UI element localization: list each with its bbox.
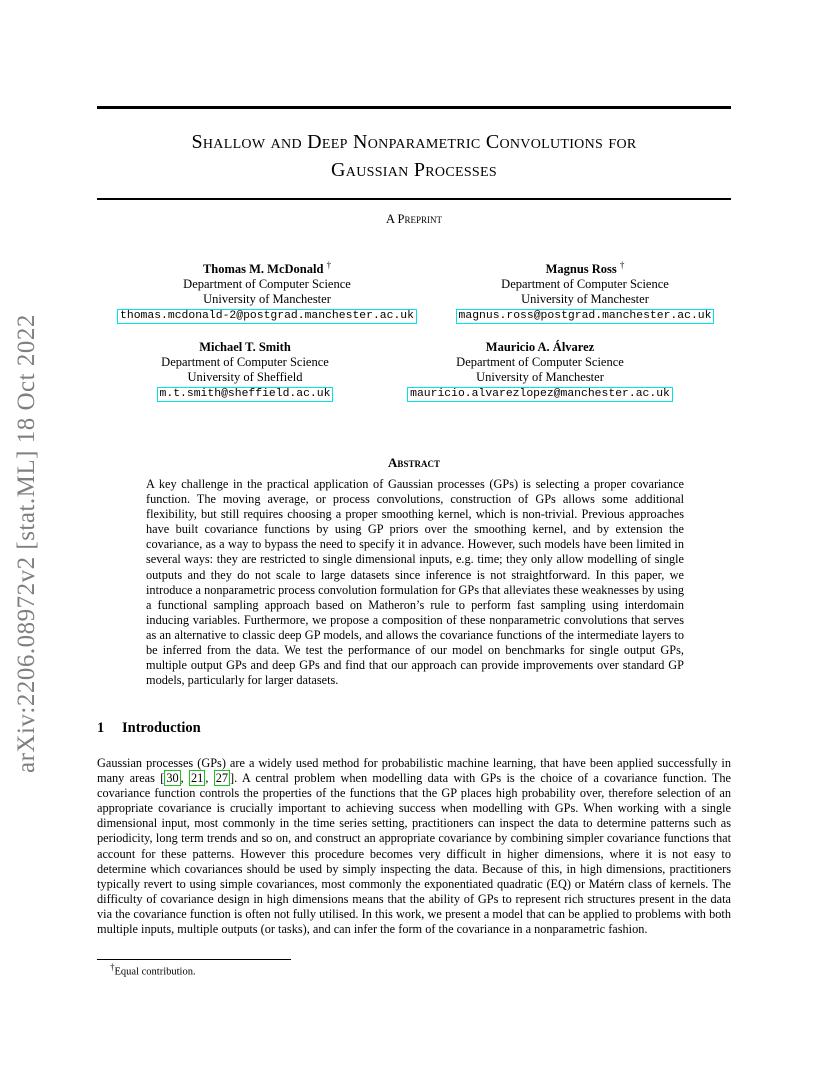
author-dept: Department of Computer Science — [456, 355, 624, 369]
abstract-heading: Abstract — [388, 455, 440, 470]
citation-separator: , — [205, 771, 214, 786]
author-dept: Department of Computer Science — [161, 355, 329, 369]
citation-link[interactable]: 30 — [166, 771, 179, 786]
author-block — [97, 258, 437, 324]
author-name: Magnus Ross — [545, 262, 617, 277]
author-email-link[interactable]: mauricio.alvarezlopez@manchester.ac.uk — [407, 387, 673, 402]
intro-text-rest: ]. A central problem when modelling data with GPs is the choice of a covariance function. The covariance function controls the properties of the functions that the GP places high probability over, therefore selection of an appropriate covariance is crucially important to achieving success when modelling with GPs. When working with a single dimensional input, most commonly in the time series setting, practitioners can inspect the data to determine patterns such as periodicity, long term trends and so on, and construct an appropriate covariance by combining simpler covariance functions that account for these patterns. However this procedure becomes very difficult in higher dimensions, where it is not easy to determine which covariances should be used by simply inspecting the data. Because of this, in high dimensions, practitioners typically revert to using simple covariances, most commonly the exponentiated quadratic (EQ) or Matérn class of kernels. The difficulty of covariance design in high dimensions means that the ability of GPs to represent rich structures present in the data via the covariance function is often not fully utilised. In this work, we present a model that can be applied to problems with both multiple inputs, multiple outputs (or tasks), and can infer the form of the covariance in a nonparametric fashion. — [97, 771, 731, 937]
citation-link[interactable]: 27 — [215, 771, 229, 786]
top-rule — [97, 106, 731, 109]
author-email-link[interactable]: magnus.ross@postgrad.manchester.ac.uk — [456, 309, 715, 324]
author-block — [110, 340, 380, 402]
title-bottom-rule — [97, 198, 731, 200]
section-heading — [97, 720, 201, 737]
footnote — [110, 962, 196, 978]
author-name: Mauricio A. Álvarez — [485, 340, 595, 354]
footnote-mark: † — [110, 962, 115, 972]
equal-contribution-mark: † — [326, 260, 332, 270]
author-email-link[interactable]: thomas.mcdonald-2@postgrad.manchester.ac.uk — [117, 309, 417, 324]
section-title: Introduction — [122, 720, 201, 736]
section-number: 1 — [97, 720, 105, 736]
title-line-2: Gaussian Processes — [331, 159, 497, 181]
citation-separator: , — [180, 771, 190, 786]
paper-title — [97, 128, 731, 184]
author-name: Michael T. Smith — [199, 340, 291, 354]
citation-link[interactable]: 21 — [191, 771, 204, 786]
arxiv-stamp: arXiv:2206.08972v2 [stat.ML] 18 Oct 2022 — [13, 314, 40, 773]
footnote-text: Equal contribution. — [114, 966, 196, 978]
author-univ: University of Manchester — [203, 292, 331, 307]
author-dept: Department of Computer Science — [183, 277, 351, 292]
author-email-link[interactable]: m.t.smith@sheffield.ac.uk — [157, 387, 334, 402]
preprint-label: A Preprint — [386, 212, 442, 226]
author-dept: Department of Computer Science — [501, 277, 669, 292]
title-line-1: Shallow and Deep Nonparametric Convolutions for — [191, 131, 637, 153]
introduction-paragraph — [97, 756, 731, 937]
author-block — [390, 340, 690, 402]
equal-contribution-mark: † — [619, 260, 625, 270]
author-block — [440, 258, 730, 324]
footnote-rule — [97, 959, 291, 960]
author-name: Thomas M. McDonald — [202, 262, 324, 277]
abstract-text: A key challenge in the practical application of Gaussian processes (GPs) is selecting a proper covariance function. The moving average, or process convolutions, construction of GPs allows some additional flexibility, but still requires choosing a proper smoothing kernel, which is non-trivial. Previous approaches have built covariance functions by using GP priors over the smoothing kernel, and by extension the covariance, as a way to bypass the need to specify it in advance. However, such models have been limited in several ways: they are restricted to single dimensional inputs, e.g. time; they only allow modelling of single outputs and they do not scale to large datasets since inference is not straightforward. In this paper, we introduce a nonparametric process convolution formulation for GPs that alleviates these weaknesses by using a functional sampling approach based on Matheron’s rule to perform fast sampling using interdomain inducing variables. Furthermore, we propose a composition of these nonparametric convolutions that serves as an alternative to classic deep GP models, and allows the covariance functions of the intermediate layers to be inferred from the data. We test the performance of our model on benchmarks for single output GPs, multiple output GPs and deep GPs and find that our approach can provide improvements over standard GP models, particularly for larger datasets. — [146, 477, 684, 688]
intro-text-start: Gaussian processes (GPs) are a widely used method for probabilistic machine learning, that have been applied successfully in many areas [ — [97, 756, 731, 786]
author-univ: University of Manchester — [521, 292, 649, 307]
author-univ: University of Manchester — [476, 370, 604, 384]
author-univ: University of Sheffield — [187, 370, 303, 384]
